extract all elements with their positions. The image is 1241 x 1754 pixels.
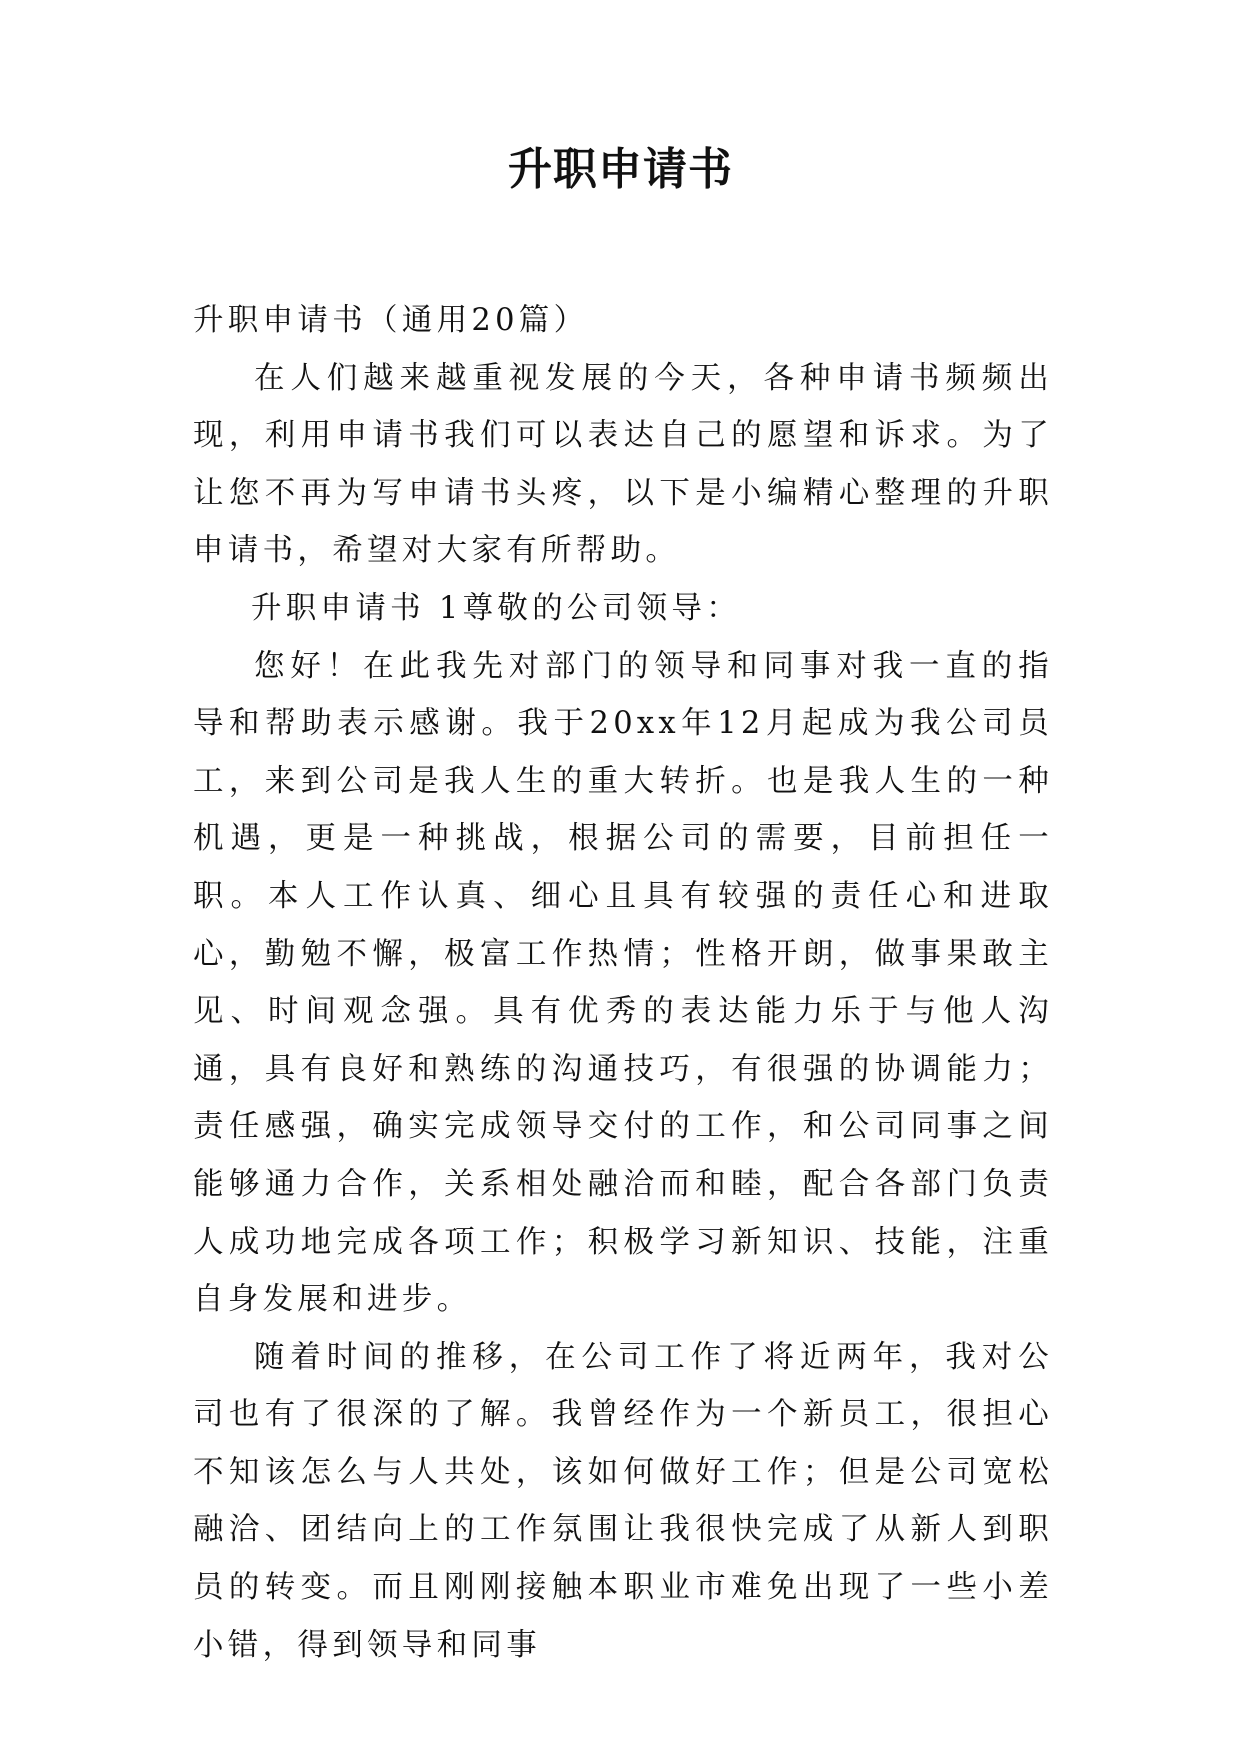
body-paragraph: 您好！在此我先对部门的领导和同事对我一直的指导和帮助表示感谢。我于20xx年12月起成为我公司员工，来到公司是我人生的重大转折。也是我人生的一种机遇，更是一种挑战，根据公司的需要，目前担任一职。本人工作认真、细心且具有较强的责任心和进取心，勤勉不懈，极富工作热情；性格开朗，做事果敢主见、时间观念强。具有优秀的表达能力乐于与他人沟通，具有良好和熟练的沟通技巧，有很强的协调能力；责任感强，确实完成领导交付的工作，和公司同事之间能够通力合作，关系相处融洽而和睦，配合各部门负责人成功地完成各项工作；积极学习新知识、技能，注重自身发展和进步。 bbox=[193, 648, 1053, 1318]
document-title: 升职申请书 bbox=[508, 144, 733, 195]
subtitle-paragraph: 升职申请书（通用20篇） bbox=[193, 303, 589, 338]
intro-paragraph: 在人们越来越重视发展的今天，各种申请书频频出现，利用申请书我们可以表达自己的愿望和诉求。为了让您不再为写申请书头疼，以下是小编精心整理的升职申请书，希望对大家有所帮助。 bbox=[193, 360, 1053, 569]
document-body bbox=[193, 292, 1053, 1674]
body-paragraph: 随着时间的推移，在公司工作了将近两年，我对公司也有了很深的了解。我曾经作为一个新员工，很担心不知该怎么与人共处，该如何做好工作；但是公司宽松融洽、团结向上的工作氛围让我很快完成了从新人到职员的转变。而且刚刚接触本职业市难免出现了一些小差小错，得到领导和同事 bbox=[193, 1339, 1053, 1663]
salutation-paragraph: 升职申请书 1尊敬的公司领导： bbox=[250, 590, 742, 626]
